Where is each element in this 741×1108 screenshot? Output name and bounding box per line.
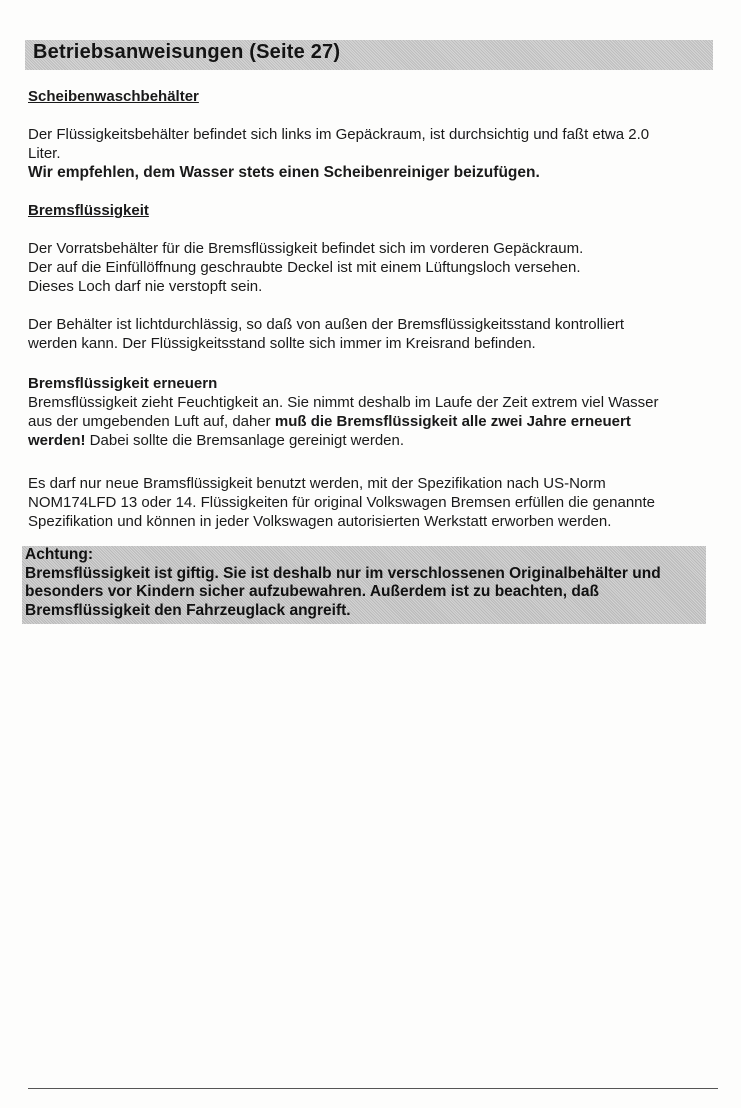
warning-label: Achtung: <box>25 546 94 563</box>
section-heading-brake-fluid: Bremsflüssigkeit <box>28 202 149 219</box>
page-title: Betriebsanweisungen (Seite 27) <box>33 41 341 63</box>
renewal-text-line1: Bremsflüssigkeit zieht Feuchtigkeit an. Sie nimmt deshalb im Laufe der Zeit extrem viel Wasser <box>28 394 659 411</box>
section-washer-reservoir <box>28 87 720 182</box>
renewal-text-line2-plain: aus der umgebenden Luft auf, daher <box>28 413 275 430</box>
renewal-text-line2 <box>28 412 720 431</box>
title-bar <box>25 40 713 70</box>
washer-text-line1: Der Flüssigkeitsbehälter befindet sich links im Gepäckraum, ist durchsichtig und faßt etwa 2.0 <box>28 126 650 143</box>
section-brake-fluid <box>28 201 720 353</box>
section-heading-washer: Scheibenwaschbehälter <box>28 88 199 105</box>
washer-text-line2: Liter. <box>28 145 61 162</box>
renewal-text-line2-bold: muß die Bremsflüssigkeit alle zwei Jahre erneuert <box>274 413 631 430</box>
renewal-text-line3-plain: Dabei sollte die Bremsanlage gereinigt werden. <box>85 432 405 449</box>
section-brake-fluid-renewal <box>28 374 720 450</box>
brake-text-line5: werden kann. Der Flüssigkeitsstand sollte sich immer im Kreisrand befinden. <box>28 335 536 352</box>
section-heading-renewal: Bremsflüssigkeit erneuern <box>28 375 218 392</box>
footer-divider <box>28 1088 718 1089</box>
renewal-text-line3-bold: werden! <box>28 432 86 449</box>
brake-text-line2: Der auf die Einfüllöffnung geschraubte Deckel ist mit einem Lüftungsloch versehen. <box>28 259 581 276</box>
washer-recommendation: Wir empfehlen, dem Wasser stets einen Scheibenreiniger beizufügen. <box>28 164 540 181</box>
section-specification <box>28 474 720 531</box>
brake-text-line1: Der Vorratsbehälter für die Bremsflüssigkeit befindet sich im vorderen Gepäckraum. <box>28 240 584 257</box>
spec-text-line1: Es darf nur neue Bramsflüssigkeit benutzt werden, mit der Spezifikation nach US-Norm <box>28 475 606 492</box>
spec-text-line3: Spezifikation und können in jeder Volkswagen autorisierten Werkstatt erworben werden. <box>28 513 612 530</box>
brake-text-line4: Der Behälter ist lichtdurchlässig, so daß von außen der Bremsflüssigkeitsstand kontrolliert <box>28 316 625 333</box>
warning-box <box>22 546 706 624</box>
warning-line3: Bremsflüssigkeit den Fahrzeuglack angreift. <box>25 601 351 619</box>
warning-line1: Bremsflüssigkeit ist giftig. Sie ist deshalb nur im verschlossenen Originalbehälter und <box>25 564 661 582</box>
spec-text-line2: NOM174LFD 13 oder 14. Flüssigkeiten für original Volkswagen Bremsen erfüllen die genannte <box>28 494 656 511</box>
renewal-text-line3 <box>28 431 720 450</box>
brake-text-line3: Dieses Loch darf nie verstopft sein. <box>28 278 263 295</box>
warning-line2: besonders vor Kindern sicher aufzubewahren. Außerdem ist zu beachten, daß <box>25 583 599 600</box>
